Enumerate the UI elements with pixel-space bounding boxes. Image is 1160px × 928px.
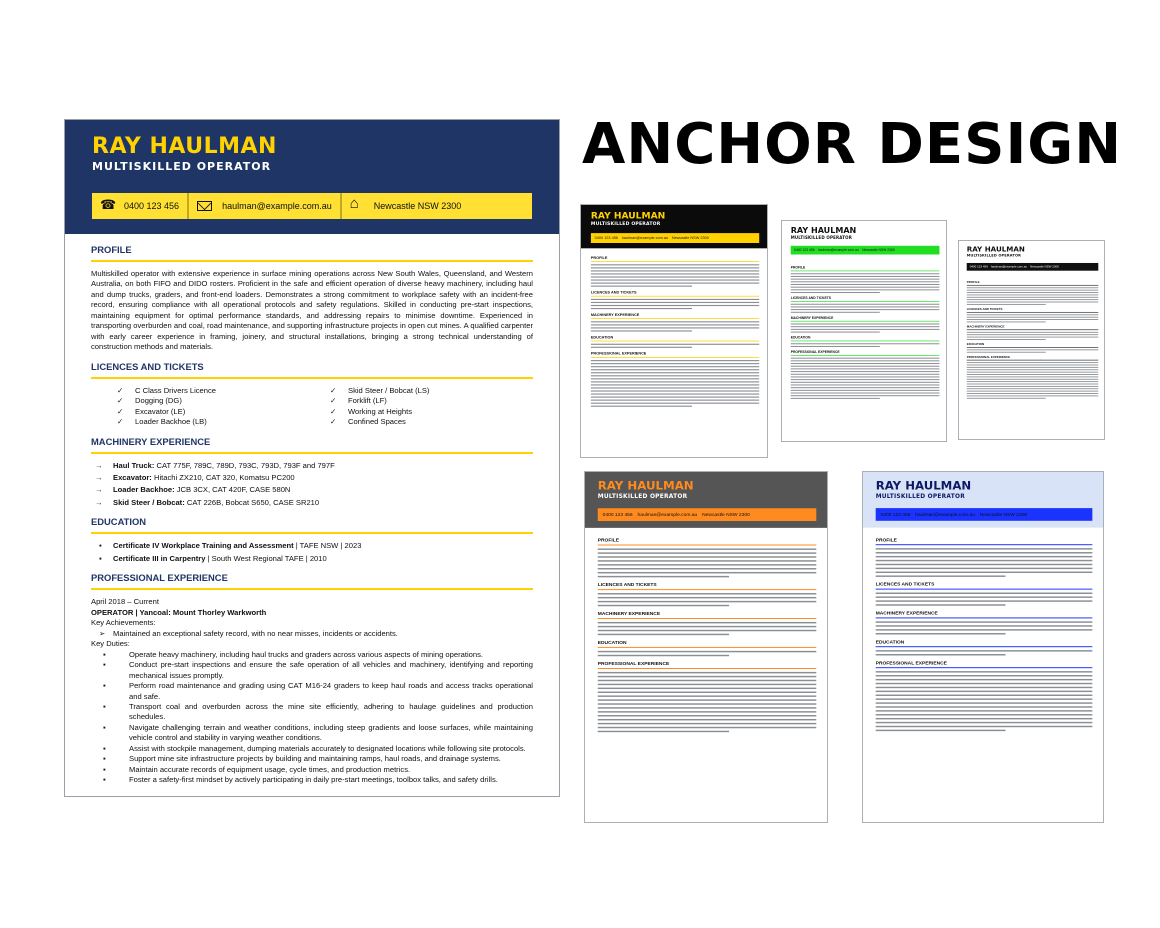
page-title: ANCHOR DESIGN	[582, 112, 1123, 177]
duty-item: ▪ Assist with stockpile management, dumping materials accurately to designated locations while following site protocols.	[91, 744, 533, 754]
resume-header	[65, 120, 559, 234]
machinery-item	[91, 485, 533, 495]
variant-section-heading: LICENCES AND TICKETS	[790, 296, 831, 301]
variant-section-heading: MACHINERY EXPERIENCE	[966, 325, 1005, 329]
resume-body	[65, 244, 559, 786]
licence-item: ✓ Loader Backhoe (LB)	[117, 417, 320, 427]
variant-section-rule	[591, 261, 759, 262]
variant-section-heading: PROFESSIONAL EXPERIENCE	[790, 350, 840, 354]
section-rule	[91, 260, 533, 262]
variant-text-lines	[967, 332, 1099, 340]
variant-text-lines	[967, 362, 1099, 399]
resume-variant-white-green	[781, 220, 947, 442]
variant-role: MULTISKILLED OPERATOR	[966, 253, 1022, 258]
variant-text-lines	[591, 360, 759, 407]
achievements-label: Key Achievements:	[91, 618, 156, 628]
variant-text-lines	[598, 548, 817, 577]
section-heading-experience: PROFESSIONAL EXPERIENCE	[91, 572, 228, 584]
resume-variant-lightblue-blue	[862, 471, 1104, 823]
variant-section-heading: MACHINERY EXPERIENCE	[597, 611, 661, 617]
variant-section-heading: EDUCATION	[966, 342, 985, 347]
education-institution: | TAFE NSW | 2023	[293, 541, 362, 551]
section-rule	[91, 588, 533, 590]
job-title: OPERATOR | Yancoal: Mount Thorley Warkworth	[91, 607, 267, 617]
machinery-item	[91, 473, 533, 483]
variant-section-rule	[591, 357, 759, 358]
variant-section-rule	[876, 667, 1093, 668]
variant-contact-bar	[598, 508, 817, 521]
machinery-models: CAT 226B, Bobcat S650, CASE SR210	[184, 497, 320, 507]
education-qualification: Certificate IV Workplace Training and Assessment	[113, 541, 294, 551]
variant-email: haulman@example.com.au	[817, 248, 859, 252]
variant-text-lines	[967, 349, 1099, 352]
variant-name: RAY HAULMAN	[790, 225, 857, 236]
variant-section-rule	[791, 301, 940, 302]
duty-item: ▪ Support mine site infrastructure projects by building and maintaining ramps, haul roads, and drainage systems.	[91, 754, 533, 764]
variant-phone: 0400 123 456	[602, 511, 633, 518]
variant-text-lines	[598, 672, 817, 732]
variant-section-heading: LICENCES AND TICKETS	[875, 581, 935, 588]
variant-inner	[581, 205, 768, 412]
variant-section-rule	[876, 589, 1093, 590]
licence-item: ✓ Skid Steer / Bobcat (LS)	[330, 386, 533, 396]
envelope-icon	[197, 201, 212, 211]
variant-section-rule	[598, 618, 817, 619]
resume-role: MULTISKILLED OPERATOR	[92, 160, 272, 173]
variant-section-rule	[967, 312, 1099, 313]
variant-location: Newcastle NSW 2300	[702, 511, 750, 518]
variant-section-heading: PROFILE	[790, 265, 806, 270]
variant-section-heading: PROFILE	[597, 537, 619, 544]
education-list	[91, 541, 533, 564]
section-heading-profile: PROFILE	[91, 244, 132, 255]
licence-item: ✓ Dogging (DG)	[117, 396, 320, 406]
variant-body	[959, 275, 1105, 403]
variant-section-heading: LICENCES AND TICKETS	[590, 290, 637, 295]
variant-email: haulman@example.com.au	[637, 511, 698, 518]
machinery-label: Loader Backhoe:	[113, 485, 175, 495]
education-item	[91, 541, 533, 551]
variant-text-lines	[876, 593, 1093, 606]
education-item	[91, 554, 533, 564]
variant-phone: 0400 123 456	[794, 248, 815, 252]
variant-role: MULTISKILLED OPERATOR	[875, 492, 965, 500]
licences-list	[91, 386, 533, 428]
variant-section-rule	[876, 646, 1093, 647]
phone-text: 0400 123 456	[124, 201, 180, 211]
variant-body	[782, 259, 947, 404]
variant-section-heading: LICENCES AND TICKETS	[966, 307, 1003, 312]
variant-text-lines	[967, 314, 1099, 322]
section-rule	[91, 452, 533, 454]
variant-text-lines	[791, 358, 940, 399]
education-institution: | South West Regional TAFE | 2010	[205, 553, 327, 563]
variant-phone: 0400 123 456	[969, 265, 988, 269]
section-rule	[91, 532, 533, 534]
variant-section-heading: PROFESSIONAL EXPERIENCE	[590, 351, 647, 356]
machinery-models: JCB 3CX, CAT 420F, CASE 580N	[174, 485, 291, 495]
variant-email: haulman@example.com.au	[621, 235, 669, 241]
contact-bar	[92, 193, 532, 219]
variant-section-heading: EDUCATION	[597, 640, 627, 646]
licence-item: ✓ C Class Drivers Licence	[117, 386, 320, 396]
variant-contact-bar	[967, 263, 1099, 271]
variant-header	[581, 205, 768, 248]
achievements-list	[91, 629, 533, 639]
duty-item: ▪ Operate heavy machinery, including haul trucks and graders across various aspects of mining operations.	[91, 650, 533, 660]
machinery-item	[91, 498, 533, 508]
variant-section-rule	[791, 271, 940, 272]
variant-section-heading: LICENCES AND TICKETS	[597, 582, 657, 588]
duty-item: ▪ Perform road maintenance and grading using CAT M16-24 graders to keep haul roads and access tracks operational and safe.	[91, 681, 533, 702]
variant-location: Newcastle NSW 2300	[979, 511, 1028, 518]
variant-text-lines	[791, 324, 940, 333]
variant-text-lines	[967, 287, 1099, 305]
variant-inner	[863, 472, 1104, 738]
phone-icon	[100, 200, 114, 212]
variant-text-lines	[791, 343, 940, 347]
variant-email: haulman@example.com.au	[990, 265, 1028, 269]
variant-section-rule	[967, 330, 1099, 331]
contact-phone	[92, 193, 187, 219]
duty-item: ▪ Foster a safety-first mindset by actively participating in daily pre-start meetings, toolbox talks, and safety drills.	[91, 775, 533, 785]
machinery-label: Skid Steer / Bobcat:	[113, 497, 185, 507]
variant-phone: 0400 123 456	[594, 235, 618, 241]
email-text: haulman@example.com.au	[222, 201, 332, 211]
job-dates: April 2018 – Current	[91, 597, 159, 607]
variant-name: RAY HAULMAN	[590, 210, 666, 221]
variant-text-lines	[876, 671, 1093, 731]
duties-list	[91, 650, 533, 786]
variant-email: haulman@example.com.au	[915, 511, 975, 518]
duties-label: Key Duties:	[91, 639, 130, 649]
variant-section-heading: PROFESSIONAL EXPERIENCE	[966, 355, 1011, 359]
variant-text-lines	[598, 593, 817, 606]
variant-text-lines	[876, 621, 1093, 634]
section-heading-education: EDUCATION	[91, 516, 147, 528]
variant-section-heading: MACHINERY EXPERIENCE	[875, 610, 938, 616]
variant-phone: 0400 123 456	[880, 511, 911, 518]
contact-location	[340, 193, 470, 219]
variant-section-rule	[967, 347, 1099, 348]
licence-item: ✓ Excavator (LE)	[117, 407, 320, 417]
variant-name: RAY HAULMAN	[597, 478, 694, 493]
variant-name: RAY HAULMAN	[875, 478, 972, 493]
variant-contact-bar	[591, 233, 759, 243]
variant-section-heading: PROFILE	[875, 537, 897, 543]
variant-location: Newcastle NSW 2300	[862, 248, 895, 252]
variant-text-lines	[591, 321, 759, 331]
variant-section-heading: PROFILE	[966, 280, 980, 285]
variant-contact-bar	[876, 508, 1093, 521]
variant-body	[863, 528, 1104, 739]
variant-section-rule	[876, 544, 1093, 545]
variant-header	[959, 241, 1105, 275]
machinery-label: Haul Truck:	[113, 460, 155, 470]
resume-variant-black-yellow	[580, 204, 768, 458]
variant-body	[581, 248, 768, 412]
variant-location: Newcastle NSW 2300	[1030, 265, 1059, 269]
variant-section-heading: EDUCATION	[875, 639, 905, 645]
variant-header	[585, 472, 828, 528]
variant-role: MULTISKILLED OPERATOR	[597, 492, 688, 500]
variant-text-lines	[598, 622, 817, 635]
variant-section-heading: PROFESSIONAL EXPERIENCE	[875, 660, 947, 666]
variant-section-rule	[598, 647, 817, 648]
variant-section-rule	[967, 285, 1099, 286]
machinery-label: Excavator:	[113, 473, 152, 482]
variant-section-rule	[591, 341, 759, 342]
section-heading-machinery: MACHINERY EXPERIENCE	[91, 435, 211, 447]
contact-email	[187, 193, 340, 219]
variant-section-rule	[791, 321, 940, 322]
variant-section-rule	[791, 341, 940, 342]
variant-section-rule	[876, 617, 1093, 618]
machinery-models: CAT 775F, 789C, 789D, 793C, 793D, 793F and 797F	[154, 460, 335, 470]
duty-item: ▪ Conduct pre-start inspections and ensure the safe operation of all vehicles and machinery, identifying and reporting mechanical issues promptly.	[91, 660, 533, 681]
variant-section-heading: EDUCATION	[590, 335, 614, 340]
variant-text-lines	[791, 273, 940, 293]
variant-text-lines	[591, 344, 759, 348]
variant-inner	[959, 241, 1105, 403]
resume-variant-white-mono	[958, 240, 1105, 440]
variant-section-rule	[791, 355, 940, 356]
variant-text-lines	[591, 299, 759, 309]
resume-name: RAY HAULMAN	[92, 134, 277, 159]
variant-text-lines	[598, 651, 817, 656]
variant-header	[782, 221, 947, 259]
variant-section-rule	[598, 589, 817, 590]
achievement-item: ➢ Maintained an exceptional safety record, with no near misses, incidents or accidents.	[91, 629, 533, 639]
profile-text: Multiskilled operator with extensive experience in surface mining operations across New South Wales, Queensland, and Western Australia, on both FIFO and DIDO rosters. Proficient in the safe and efficient operation of diverse heavy machinery, including haul and dump trucks, graders, and front-end loaders. Demonstrates a strong commitment to workplace safety with an incident-free record, ensuring compliance with all operational protocols and safety regulations. Skilled in conducting pre-start inspections, maintaining equipment for optimal performance standards, and addressing repairs to minimise downtime. Experienced in transporting overburden and coal, road maintenance, and supporting infrastructure projects in open cut mines. A qualified carpenter with early career experience in framing, joinery, and structural installations, bringing a strong technical understanding of construction methods and materials.	[91, 268, 533, 352]
variant-section-rule	[591, 296, 759, 297]
variant-section-rule	[598, 545, 817, 546]
licence-item: ✓ Working at Heights	[330, 407, 533, 417]
variant-section-rule	[598, 668, 817, 669]
variant-text-lines	[591, 264, 759, 286]
licence-item: ✓ Confined Spaces	[330, 417, 533, 427]
variant-role: MULTISKILLED OPERATOR	[590, 220, 661, 227]
variant-section-heading: EDUCATION	[790, 335, 811, 340]
variant-section-heading: MACHINERY EXPERIENCE	[790, 316, 834, 320]
duty-item: ▪ Transport coal and overburden across the mine site efficiently, adhering to haulage guidelines and production schedules.	[91, 702, 533, 723]
variant-text-lines	[791, 304, 940, 313]
section-rule	[91, 377, 533, 379]
variant-section-rule	[967, 360, 1099, 361]
location-text: Newcastle NSW 2300	[373, 201, 462, 211]
variant-section-rule	[591, 318, 759, 319]
variant-inner	[585, 472, 828, 740]
duty-item: ▪ Navigate challenging terrain and weather conditions, including steep gradients and loose surfaces, while maintaining vehicle control and stability in varying weather conditions.	[91, 723, 533, 744]
variant-role: MULTISKILLED OPERATOR	[790, 235, 852, 240]
variant-name: RAY HAULMAN	[966, 245, 1025, 254]
machinery-models: Hitachi ZX210, CAT 320, Komatsu PC200	[151, 473, 295, 482]
machinery-list	[91, 461, 533, 509]
variant-location: Newcastle NSW 2300	[671, 235, 709, 241]
resume-preview-main	[64, 119, 560, 797]
resume-variant-grey-orange	[584, 471, 828, 823]
variant-text-lines	[876, 548, 1093, 577]
section-heading-licences: LICENCES AND TICKETS	[91, 360, 204, 372]
machinery-item	[91, 461, 533, 471]
home-icon	[350, 200, 364, 212]
licence-item: ✓ Forklift (LF)	[330, 396, 533, 406]
variant-section-heading: PROFILE	[590, 255, 608, 261]
variant-section-heading: PROFESSIONAL EXPERIENCE	[597, 661, 670, 667]
education-qualification: Certificate III in Carpentry	[113, 553, 206, 563]
variant-section-heading: MACHINERY EXPERIENCE	[590, 312, 640, 318]
variant-contact-bar	[791, 246, 940, 255]
variant-inner	[782, 221, 947, 404]
duty-item: ▪ Maintain accurate records of equipment usage, cycle times, and production metrics.	[91, 765, 533, 775]
variant-body	[585, 528, 828, 740]
variant-text-lines	[876, 650, 1093, 655]
variant-header	[863, 472, 1104, 528]
